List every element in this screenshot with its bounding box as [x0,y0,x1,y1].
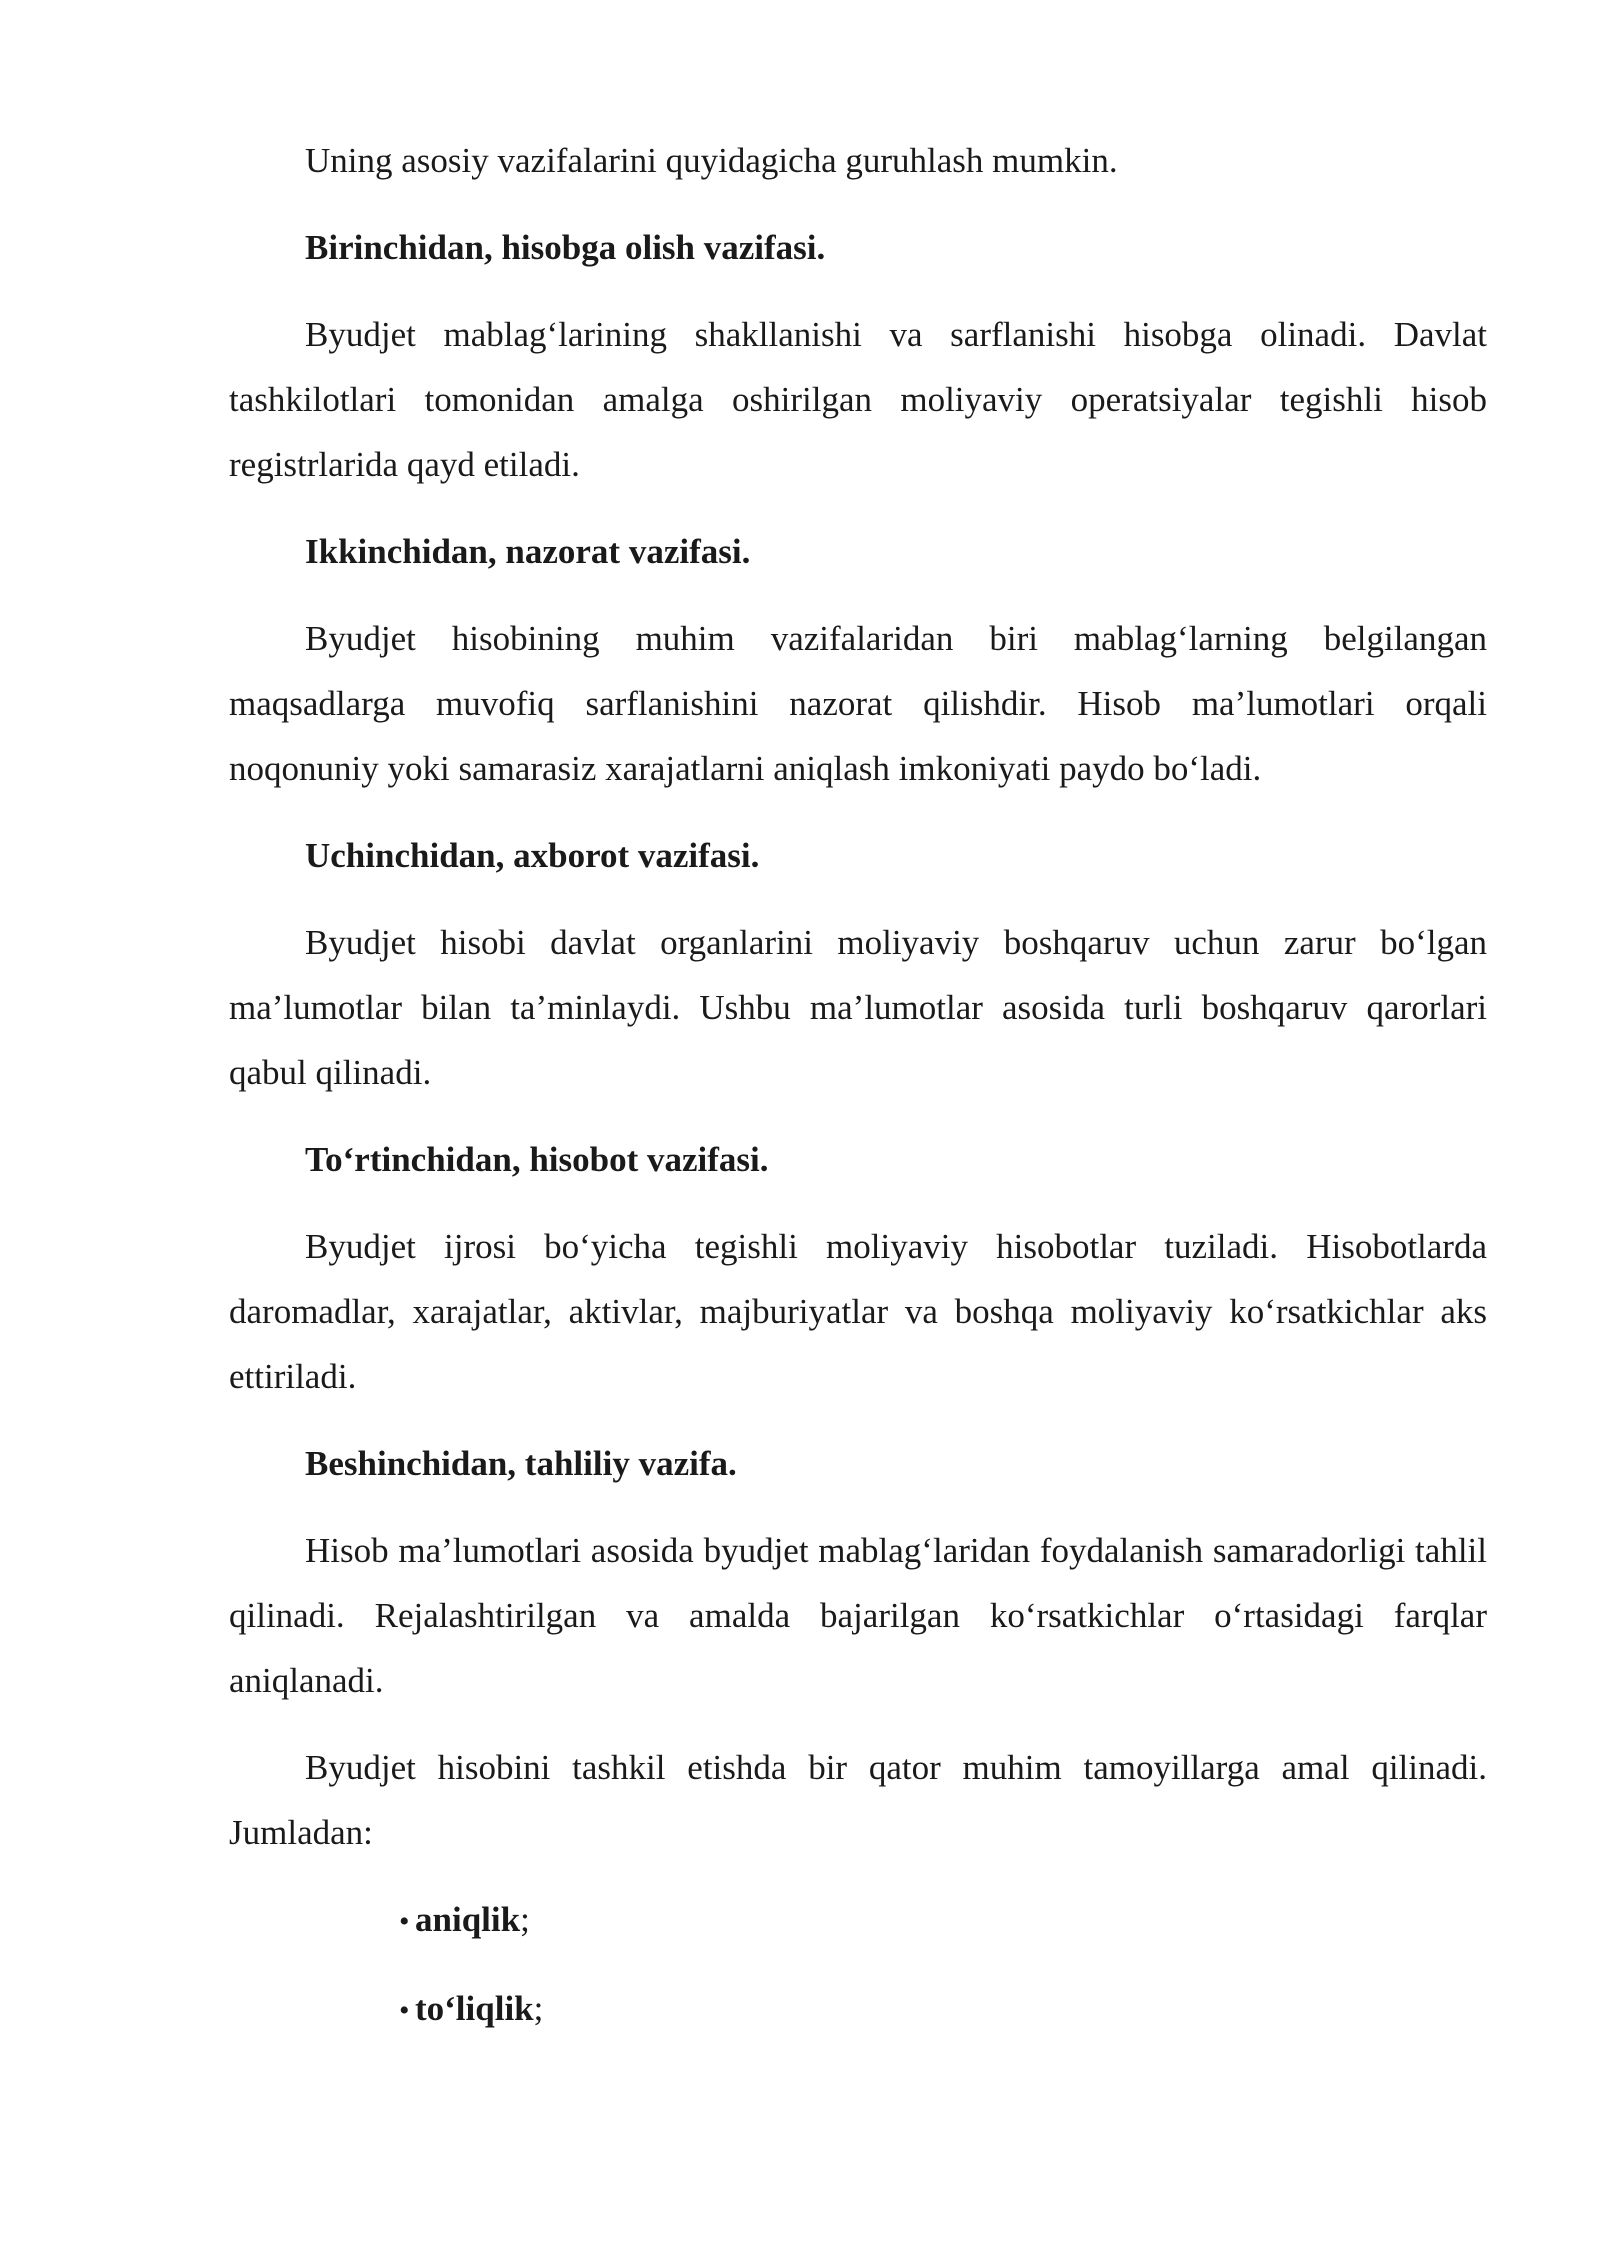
list-item [229,1976,1487,2043]
section-paragraph: Byudjet hisobi davlat organlarini moliyaviy boshqaruv uchun zarur bo‘lgan ma’lumotlar bilan ta’minlaydi. Ushbu ma’lumotlar asosida turli boshqaruv qarorlari qabul qilinadi. [229,923,1487,1092]
principle-suffix: ; [533,1989,544,2028]
section-paragraph: Byudjet mablag‘larining shakllanishi va sarflanishi hisobga olinadi. Davlat tashkilotlari tomonidan amalga oshirilgan moliyaviy operatsiyalar tegishli hisob registrlarida qayd etiladi. [229,315,1487,484]
bullet-icon: • [399,1905,410,1938]
principle-term: aniqlik [415,1900,521,1939]
section-heading: Uchinchidan, axborot vazifasi. [305,836,760,875]
principle-suffix: ; [520,1900,530,1939]
section-paragraph: Hisob ma’lumotlari asosida byudjet mablag‘laridan foydalanish samaradorligi tahlil qilinadi. Rejalashtirilgan va amalda bajarilgan ko‘rsatkichlar o‘rtasidagi farqlar aniqlanadi. [229,1531,1487,1700]
principle-term: to‘liqlik [415,1989,534,2028]
section-paragraph: Byudjet ijrosi bo‘yicha tegishli moliyaviy hisobotlar tuziladi. Hisobotlarda daromadlar, xarajatlar, aktivlar, majburiyatlar va boshqa moliyaviy ko‘rsatkichlar aks ettiriladi. [229,1227,1487,1396]
section-heading: To‘rtinchidan, hisobot vazifasi. [305,1140,769,1179]
section-heading: Ikkinchidan, nazorat vazifasi. [305,532,751,571]
section-1 [229,215,1487,497]
section-heading: Beshinchidan, tahliliy vazifa. [305,1444,737,1483]
section-5 [229,1431,1487,1713]
section-4 [229,1127,1487,1409]
section-2 [229,519,1487,801]
principles-list [229,1887,1487,2043]
section-heading: Birinchidan, hisobga olish vazifasi. [305,228,826,267]
section-3 [229,823,1487,1105]
principles-intro-paragraph: Byudjet hisobini tashkil etishda bir qator muhim tamoyillarga amal qilinadi. Jumladan: [229,1748,1487,1852]
intro-paragraph: Uning asosiy vazifalarini quyidagicha guruhlash mumkin. [305,141,1118,180]
section-paragraph: Byudjet hisobining muhim vazifalaridan biri mablag‘larning belgilangan maqsadlarga muvofiq sarflanishini nazorat qilishdir. Hisob ma’lumotlari orqali noqonuniy yoki samarasiz xarajatlarni aniqlash imkoniyati paydo bo‘ladi. [229,619,1487,788]
bullet-icon: • [399,1994,410,2027]
document-page [229,128,1487,2065]
list-item [229,1887,1487,1954]
